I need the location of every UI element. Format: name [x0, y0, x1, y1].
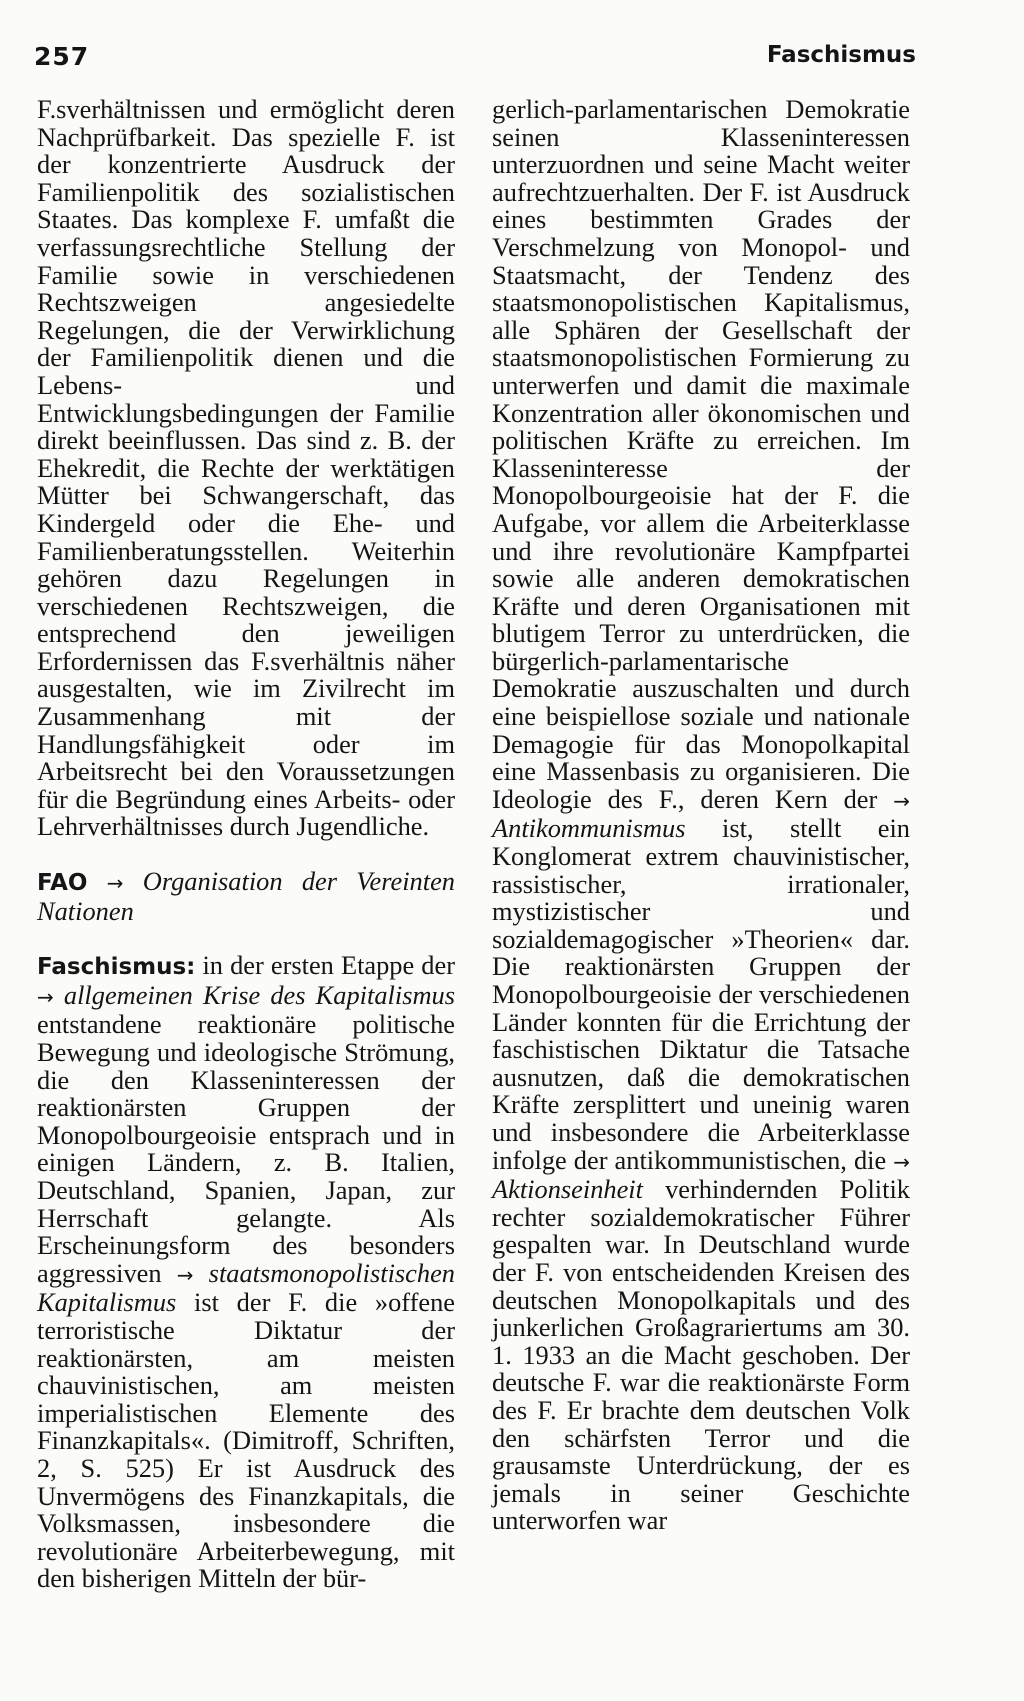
cross-reference-link[interactable]: Aktionseinheit: [492, 1174, 643, 1205]
right-column: [492, 96, 910, 1535]
cross-reference-arrow-icon: →: [106, 871, 124, 896]
cross-reference-link[interactable]: staatsmonopolistischen Kapitalismus: [37, 1257, 455, 1318]
left-column: [37, 96, 455, 1593]
headword-faschismus: Faschismus:: [37, 954, 196, 981]
entry-text: in der ersten Etappe der: [195, 950, 455, 981]
cross-reference-arrow-icon: →: [176, 1262, 194, 1287]
entry-text: entstandene reaktionäre politische Bewegung und ideologische Strömung, die den Klasseninteressen der reaktionärsten Gruppen der Monopolbourgeoisie entsprach und in einigen Ländern, z. B. Italien, Deutschland, Spanien, Japan, zur Herrschaft gelangte. Als Erscheinungsform des besonders aggressiven: [37, 1009, 455, 1288]
running-head: Faschismus: [766, 42, 916, 68]
page-number: 257: [34, 42, 90, 71]
headword-fao: FAO: [37, 870, 88, 897]
cross-reference-link[interactable]: Organisation der Vereinten Nationen: [37, 866, 455, 926]
familienrecht-continuation-paragraph: F.sverhältnissen und ermöglicht deren Nachprüfbarkeit. Das spezielle F. ist der konzentrierte Ausdruck der Familienpolitik des sozialistischen Staates. Das komplexe F. umfaßt die verfassungsrechtliche Stellung der Familie sowie in verschiedenen Rechtszweigen angesiedelte Regelungen, die der Verwirklichung der Familienpolitik dienen und die Lebens- und Entwicklungsbedingungen der Familie direkt beeinflussen. Das sind z. B. der Ehekredit, die Rechte der werktätigen Mütter bei Schwangerschaft, das Kindergeld oder die Ehe- und Familienberatungsstellen. Weiterhin gehören dazu Regelungen in verschiedenen Rechtszweigen, die entsprechend den jeweiligen Erfordernissen das F.sverhältnis näher ausgestalten, wie im Zivilrecht im Zusammenhang mit der Handlungsfähigkeit oder im Arbeitsrecht bei den Voraussetzungen für die Begründung eines Arbeits- oder Lehrverhältnisses durch Jugendliche.: [37, 94, 455, 842]
cross-reference-link[interactable]: allgemeinen Krise des Kapitalismus: [63, 979, 455, 1010]
entry-text: ist der F. die »offene terroristische Diktatur der reaktionärsten, am meisten chauvinistischen, am meisten imperialistischen Elemente des Finanzkapitals«. (Dimitroff, Schriften, 2, S. 525) Er ist Ausdruck des Unvermögens des Finanzkapitals, die Volksmassen, insbesondere die revolutionäre Arbeiterbewegung, mit den bisherigen Mitteln der bür-: [37, 1287, 455, 1594]
cross-reference-arrow-icon: →: [37, 984, 54, 1009]
cross-reference-arrow-icon: →: [893, 788, 910, 813]
cross-reference-arrow-icon: →: [893, 1149, 910, 1174]
cross-reference-link[interactable]: Antikommunismus: [492, 813, 686, 844]
page-header: [34, 42, 916, 76]
faschismus-continuation-paragraph: [492, 96, 910, 1535]
entry-fao: [37, 868, 455, 925]
entry-text: ist, stellt ein Konglomerat extrem chauvinistischer, rassistischer, irrationaler, mystizistischer und sozialdemagogischer »Theorien« dar. Die reaktionärsten Gruppen der Monopolbourgeoisie der verschiedenen Länder konnten für die Errichtung der faschistischen Diktatur die Tatsache ausnutzen, daß die demokratischen Kräfte zersplittert und uneinig waren und insbesondere die Arbeiterklasse infolge der antikommunistischen, die: [492, 813, 910, 1175]
entry-faschismus: [37, 952, 455, 1593]
entry-text: gerlich-parlamentarischen Demokratie seinen Klasseninteressen unterzuordnen und seine Macht weiter aufrechtzuerhalten. Der F. ist Ausdruck eines bestimmten Grades der Verschmelzung von Monopol- und Staatsmacht, der Tendenz des staatsmonopolistischen Kapitalismus, alle Sphären der Gesellschaft der staatsmonopolistischen Formierung zu unterwerfen und damit die maximale Konzentration aller ökonomischen und politischen Kräfte zu erreichen. Im Klasseninteresse der Monopolbourgeoisie hat der F. die Aufgabe, vor allem die Arbeiterklasse und ihre revolutionäre Kampfpartei sowie alle anderen demokratischen Kräfte und deren Organisationen mit blutigem Terror zu unterdrücken, die bürgerlich-parlamentarische Demokratie auszuschalten und durch eine beispiellose soziale und nationale Demagogie für das Monopolkapital eine Massenbasis zu organisieren. Die Ideologie des F., deren Kern der: [492, 94, 910, 814]
entry-text: verhindernden Politik rechter sozialdemokratischer Führer gespalten war. In Deutschland wurde der F. von entscheidenden Kreisen des deutschen Monopolkapitals und des junkerlichen Großagrariertums am 30. 1. 1933 an die Macht geschoben. Der deutsche F. war die reaktionärste Form des F. Er brachte dem deutschen Volk den schärfsten Terror und die grausamste Unterdrückung, der es jemals in seiner Geschichte unterworfen war: [492, 1174, 910, 1536]
